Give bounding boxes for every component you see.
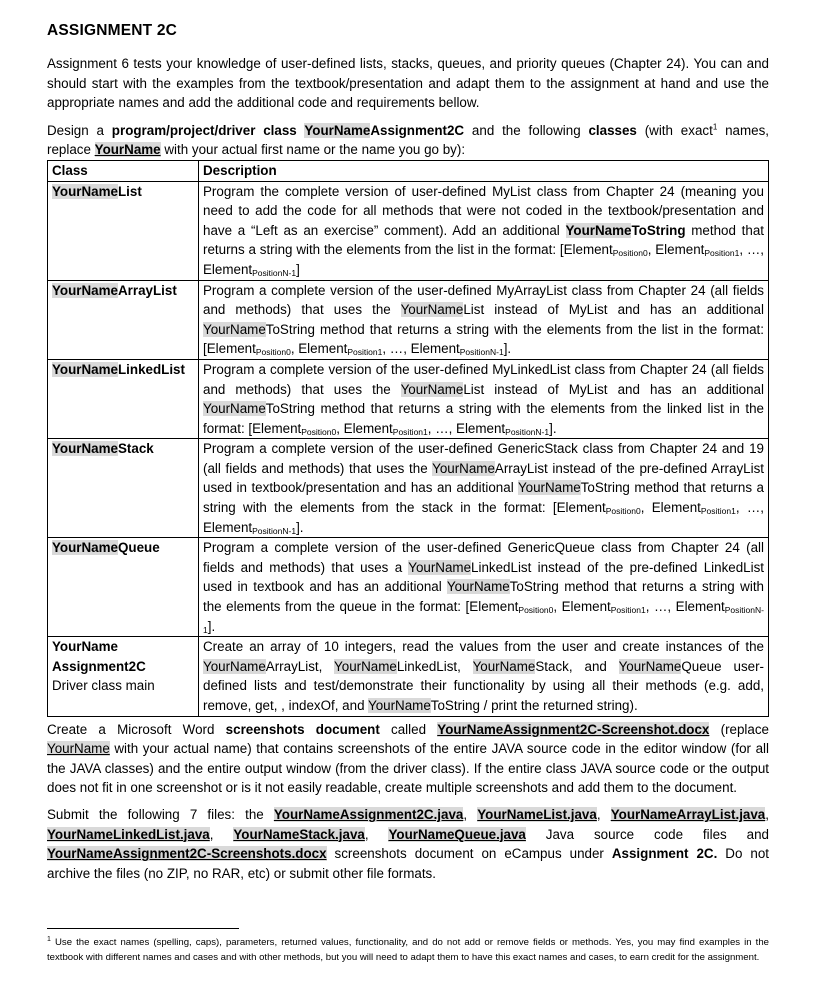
table-row [48,181,769,280]
intro-paragraph: Assignment 6 tests your knowledge of user-defined lists, stacks, queues, and priority queues (Chapter 24). You can and should start with the examples from the textbook/presentation and adapt them to the assignment at hand and use the appropriate names and add the additional code and requirements bellow. [47,56,769,111]
header-class: Class [48,160,199,181]
submit-paragraph: Submit the following 7 files: the YourNameAssignment2C.java, YourNameList.java, YourNameArrayList.java, YourNameLinkedList.java, YourNameStack.java, YourNameQueue.java Java source code files and YourNameAssignment2C-Screenshots.docx screenshots document on eCampus under Assignment 2C. Do not archive the files (no ZIP, no RAR, etc) or submit other file formats. [47,806,769,881]
screenshots-paragraph: Create a Microsoft Word screenshots document called YourNameAssignment2C-Screenshot.docx (replace YourName with your actual name) that contains screenshots of the entire JAVA source code in the editor window (for all the JAVA classes) and the entire output window (from the driver class). If the entire class JAVA source code or the output does not fit in one screenshot or is it not easily readable, create multiple screenshots and add them to the document. [47,721,769,796]
table-row [48,538,769,637]
table-row [48,439,769,538]
assignment-heading: ASSIGNMENT 2C [47,22,178,39]
table-row [48,359,769,438]
table-row [48,637,769,716]
file-name: YourNameArrayList.java [610,806,766,822]
class-name-cell: YourNameList [48,181,199,280]
file-name: YourNameQueue.java [388,826,526,842]
table-header-row [48,160,769,181]
screenshot-filename: YourNameAssignment2C-Screenshot.docx [437,721,710,737]
design-paragraph: Design a program/project/driver class YourNameAssignment2C and the following classes (with exact$^1$ names, replace YourName with your actual first name or the name you go by): [47,122,770,158]
classes-table [47,160,769,717]
class-description-cell: Program a complete version of the user-defined GenericStack class from Chapter 24 and 19 (all fields and methods) that uses the YourNameArrayList instead of the pre-defined ArrayList used in textbook/presentation and has an additional YourNameToString method that returns a string with the elements from the stack in the format: [Element$_{Position0}$, Element$_{Position1}$, …, Element$_{PositionN-1}$]. [199,439,769,538]
footnote-divider [47,928,239,929]
footnote: $^1$ Use the exact names (spelling, caps), parameters, returned values, functionality, and do not add or remove fields or methods. Yes, you may find examples in the textbook with different names and cases and with other methods, but you will need to adapt them to have this exact names and cases, to earn credit for the assignment. [47,935,769,963]
class-description-cell: Program a complete version of the user-defined MyLinkedList class from Chapter 24 (all fields and methods) that uses the YourNameList instead of MyList and has an additional YourNameToString method that returns a string with the elements from the linked list in the format: [Element$_{Position0}$, Element$_{Position1}$, …, Element$_{PositionN-1}$]. [199,359,769,438]
footnote-ref: 1 [712,122,718,132]
class-description-cell: Program a complete version of the user-defined MyArrayList class from Chapter 24 (all fields and methods) that uses the YourNameList instead of MyList and has an additional YourNameToString method that returns a string with the elements from the list in the format: [Element$_{Position0}$, Element$_{Position1}$, …, Element$_{PositionN-1}$]. [199,280,769,359]
class-name-cell: YourNameArrayList [48,280,199,359]
class-name-cell: YourNameQueue [48,538,199,637]
class-description-cell: Program a complete version of the user-defined GenericQueue class from Chapter 24 (all fields and methods) that uses a YourNameLinkedList instead of the pre-defined LinkedList used in textbook and has an additional YourNameToString method that returns a string with the elements from the queue in the format: [Element$_{Position0}$, Element$_{Position1}$, …, Element$_{PositionN-1}$]. [199,538,769,637]
class-description-cell: Create an array of 10 integers, read the values from the user and create instances of the YourNameArrayList, YourNameLinkedList, YourNameStack, and YourNameQueue user-defined lists and test/demonstrate their functionality by using all their methods (e.g. add, remove, get, , indexOf, and YourNameToString / print the returned string). [199,637,769,716]
class-description-cell: Program the complete version of user-defined MyList class from Chapter 24 (meaning you need to add the code for all methods that were not coded in the textbook/presentation and have a “Left as an exercise” comment). Add an additional YourNameToString method that returns a string with the elements from the list in the format: [Element$_{Position0}$, Element$_{Position1}$, …, Element$_{PositionN-1}$] [199,181,769,280]
file-name: YourNameList.java [477,806,597,822]
document-page [47,22,769,883]
file-name: YourNameLinkedList.java [47,826,210,842]
class-name-cell: YourNameStack [48,439,199,538]
class-name-cell: YourNameLinkedList [48,359,199,438]
file-name: YourNameAssignment2C-Screenshots.docx [47,846,327,862]
table-row [48,280,769,359]
header-description: Description [199,160,769,181]
file-name: YourNameAssignment2C.java [273,806,464,822]
file-name: YourNameStack.java [233,826,365,842]
class-name-cell: YourName Assignment2C Driver class main [48,637,199,716]
